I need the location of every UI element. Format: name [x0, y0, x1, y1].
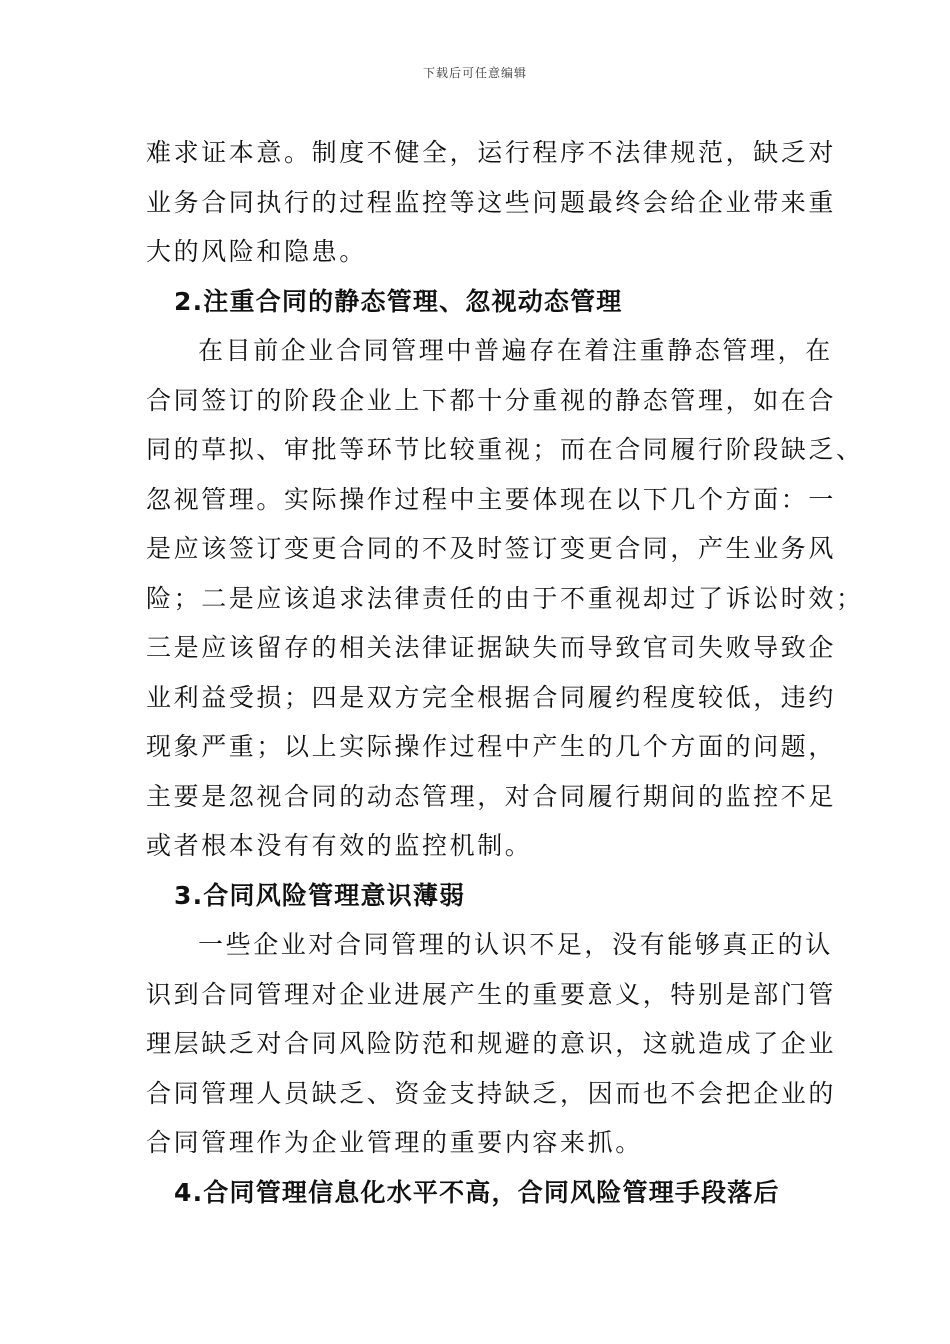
text-line: 大的风险和隐患。 — [146, 237, 367, 266]
text-line: 难求证本意。制度不健全，运行程序不法律规范，缺乏对 — [146, 138, 837, 167]
section-heading: 2.注重合同的静态管理、忽视动态管理 — [174, 286, 623, 316]
text-line: 或者根本没有有效的监控机制。 — [146, 831, 533, 860]
text-line: 忽视管理。实际操作过程中主要体现在以下几个方面：一 — [146, 484, 837, 514]
paragraph — [146, 920, 837, 1168]
text-line: 理层缺乏对合同风险防范和规避的意识，这就造成了企业 — [146, 1029, 837, 1058]
page-header: 下载后可任意编辑 — [422, 66, 527, 80]
section-heading: 4.合同管理信息化水平不高，合同风险管理手段落后 — [174, 1177, 780, 1207]
text-line: 三是应该留存的相关法律证据缺失而导致官司失败导致企 — [146, 633, 837, 662]
paragraph — [146, 326, 864, 871]
text-line: 主要是忽视合同的动态管理，对合同履行期间的监控不足 — [146, 781, 837, 811]
text-line: 同的草拟、审批等环节比较重视；而在合同履行阶段缺乏、 — [146, 435, 864, 464]
text-line: 险；二是应该追求法律责任的由于不重视却过了诉讼时效； — [146, 583, 864, 613]
document-body — [146, 128, 864, 1217]
text-line: 是应该签订变更合同的不及时签订变更合同，产生业务风 — [146, 534, 837, 563]
text-line: 合同管理人员缺乏、资金支持缺乏，因而也不会把企业的 — [146, 1078, 837, 1108]
text-line: 业利益受损；四是双方完全根据合同履约程度较低，违约 — [146, 682, 837, 712]
text-line: 合同签订的阶段企业上下都十分重视的静态管理，如在合 — [146, 385, 837, 415]
text-line: 一些企业对合同管理的认识不足，没有能够真正的认 — [198, 930, 833, 959]
paragraph — [146, 128, 837, 277]
text-line: 合同管理作为企业管理的重要内容来抓。 — [146, 1128, 643, 1157]
text-line: 现象严重；以上实际操作过程中产生的几个方面的问题， — [146, 732, 837, 761]
section-heading: 3.合同风险管理意识薄弱 — [174, 880, 466, 910]
text-line: 识到合同管理对企业进展产生的重要意义，特别是部门管 — [146, 979, 837, 1009]
text-line: 在目前企业合同管理中普遍存在着注重静态管理，在 — [198, 336, 833, 365]
text-line: 业务合同执行的过程监控等这些问题最终会给企业带来重 — [146, 187, 837, 217]
